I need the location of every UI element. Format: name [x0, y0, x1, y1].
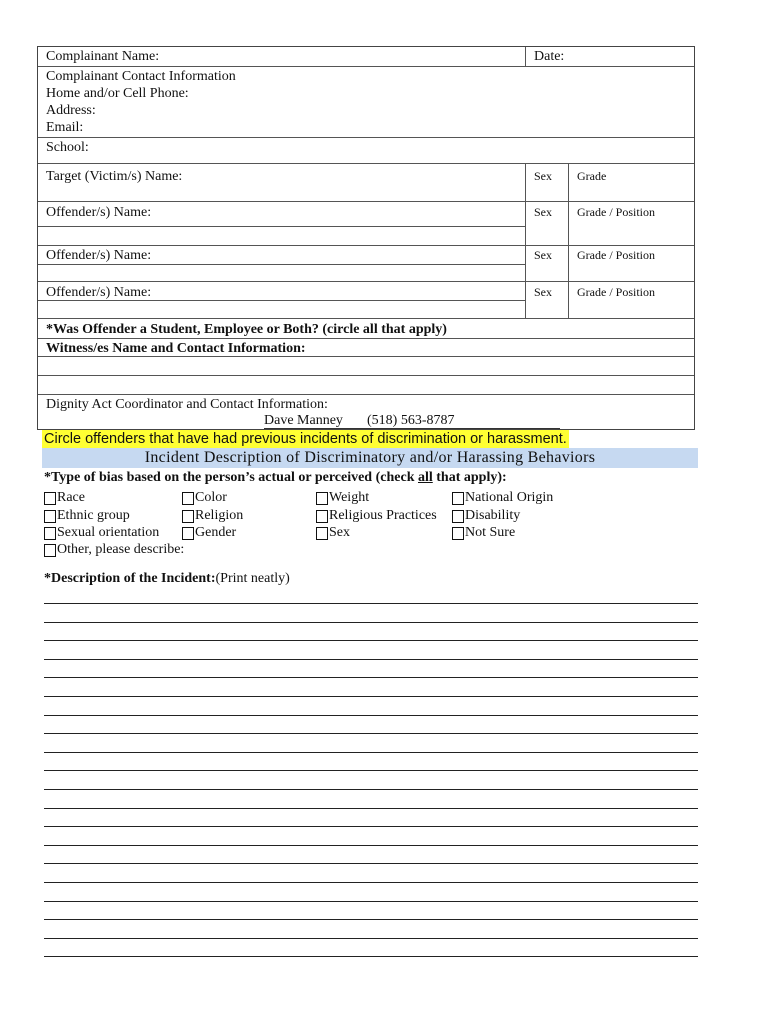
complainant-name-label: Complainant Name: [46, 49, 160, 64]
option-sexual-orientation-label: Sexual orientation [57, 525, 160, 540]
option-weight-label: Weight [329, 490, 370, 505]
option-gender-label: Gender [195, 525, 237, 540]
offender-1-label: Offender/s) Name: [46, 205, 152, 220]
description-title [44, 571, 290, 587]
bias-title-post: that apply): [432, 470, 507, 485]
contact-info-label: Complainant Contact Information [46, 69, 236, 84]
writing-line[interactable] [44, 938, 698, 939]
row-offender-2 [38, 245, 694, 281]
writing-line[interactable] [44, 696, 698, 697]
writing-line[interactable] [44, 603, 698, 604]
row-complainant-name [38, 47, 694, 66]
offender-2-subline [38, 264, 525, 265]
target-grade-label: Grade [577, 169, 607, 183]
date-label: Date: [534, 49, 565, 64]
option-disability-label: Disability [465, 508, 521, 523]
writing-line[interactable] [44, 863, 698, 864]
row-coordinator [38, 394, 694, 429]
notice-highlight: Circle offenders that have had previous incidents of discrimination or harassment. [44, 431, 567, 447]
checkbox-national-origin[interactable] [452, 492, 464, 505]
coordinator-name: Dave Manney [264, 413, 343, 428]
writing-line[interactable] [44, 677, 698, 678]
address-label: Address: [46, 103, 96, 118]
row-school [38, 137, 694, 163]
option-not-sure[interactable] [452, 525, 515, 541]
checkbox-disability[interactable] [452, 510, 464, 523]
checkbox-religion[interactable] [182, 510, 194, 523]
option-sex[interactable] [316, 525, 350, 541]
writing-line[interactable] [44, 659, 698, 660]
option-national-origin-label: National Origin [465, 490, 554, 505]
offender-3-label: Offender/s) Name: [46, 285, 152, 300]
coordinator-label: Dignity Act Coordinator and Contact Information: [46, 397, 328, 412]
offender-1-sex-label: Sex [534, 205, 552, 219]
row-offender-type [38, 318, 694, 338]
checkbox-weight[interactable] [316, 492, 328, 505]
writing-line[interactable] [44, 752, 698, 753]
checkbox-ethnic-group[interactable] [44, 510, 56, 523]
writing-line[interactable] [44, 770, 698, 771]
phone-label: Home and/or Cell Phone: [46, 86, 189, 101]
writing-line[interactable] [44, 808, 698, 809]
option-other-label: Other, please describe: [57, 542, 185, 557]
date-divider [525, 47, 526, 66]
option-religion-label: Religion [195, 508, 244, 523]
option-disability[interactable] [452, 508, 520, 524]
option-ethnic-group[interactable] [44, 508, 130, 524]
writing-line[interactable] [44, 622, 698, 623]
target-label: Target (Victim/s) Name: [46, 169, 183, 184]
offender-3-sex-label: Sex [534, 285, 552, 299]
grade-divider [568, 163, 569, 318]
option-ethnic-group-label: Ethnic group [57, 508, 130, 523]
description-hint: (Print neatly) [215, 571, 290, 586]
option-religious-practices[interactable] [316, 508, 437, 524]
checkbox-religious-practices[interactable] [316, 510, 328, 523]
option-religion[interactable] [182, 508, 243, 524]
bias-title-pre: *Type of bias based on the person’s actual or perceived (check [44, 470, 418, 485]
school-label: School: [46, 140, 89, 155]
writing-line[interactable] [44, 715, 698, 716]
writing-line[interactable] [44, 826, 698, 827]
option-other[interactable] [44, 542, 184, 558]
writing-line[interactable] [44, 789, 698, 790]
offender-3-subline [38, 300, 525, 301]
section-banner [42, 448, 698, 468]
option-gender[interactable] [182, 525, 236, 541]
offender-2-sex-label: Sex [534, 248, 552, 262]
row-witness-blank-2 [38, 375, 694, 394]
checkbox-color[interactable] [182, 492, 194, 505]
row-target [38, 163, 694, 201]
option-not-sure-label: Not Sure [465, 525, 516, 540]
checkbox-race[interactable] [44, 492, 56, 505]
writing-line[interactable] [44, 956, 698, 957]
description-label: *Description of the Incident: [44, 571, 216, 586]
row-offender-1 [38, 201, 694, 245]
bias-title [44, 470, 507, 486]
offender-1-grade-label: Grade / Position [577, 205, 655, 219]
target-sex-label: Sex [534, 169, 552, 183]
row-contact-info [38, 66, 694, 137]
offender-type-label: *Was Offender a Student, Employee or Both? (circle all that apply) [46, 322, 447, 337]
option-color[interactable] [182, 490, 227, 506]
complaint-form-table [37, 46, 695, 430]
sex-divider [525, 163, 526, 318]
option-weight[interactable] [316, 490, 369, 506]
bias-title-all: all [417, 470, 433, 485]
offender-3-grade-label: Grade / Position [577, 285, 655, 299]
checkbox-not-sure[interactable] [452, 527, 464, 540]
offender-1-subline [38, 226, 525, 227]
checkbox-gender[interactable] [182, 527, 194, 540]
option-religious-practices-label: Religious Practices [329, 508, 437, 523]
section-title: Incident Description of Discriminatory and/or Harassing Behaviors [144, 449, 596, 466]
option-sex-label: Sex [329, 525, 350, 540]
row-witness [38, 338, 694, 356]
email-label: Email: [46, 120, 84, 135]
option-sexual-orientation[interactable] [44, 525, 159, 541]
offender-2-grade-label: Grade / Position [577, 248, 655, 262]
offender-2-label: Offender/s) Name: [46, 248, 152, 263]
coordinator-phone: (518) 563-8787 [367, 413, 455, 428]
option-race[interactable] [44, 490, 85, 506]
row-witness-blank-1 [38, 356, 694, 375]
coordinator-underline [264, 428, 560, 429]
witness-label: Witness/es Name and Contact Information: [46, 341, 306, 356]
writing-line[interactable] [44, 901, 698, 902]
checkbox-sexual-orientation[interactable] [44, 527, 56, 540]
writing-line[interactable] [44, 919, 698, 920]
writing-line[interactable] [44, 845, 698, 846]
checkbox-sex[interactable] [316, 527, 328, 540]
writing-line[interactable] [44, 882, 698, 883]
checkbox-other[interactable] [44, 544, 56, 557]
writing-line[interactable] [44, 733, 698, 734]
writing-line[interactable] [44, 640, 698, 641]
option-color-label: Color [195, 490, 227, 505]
option-national-origin[interactable] [452, 490, 553, 506]
option-race-label: Race [57, 490, 85, 505]
